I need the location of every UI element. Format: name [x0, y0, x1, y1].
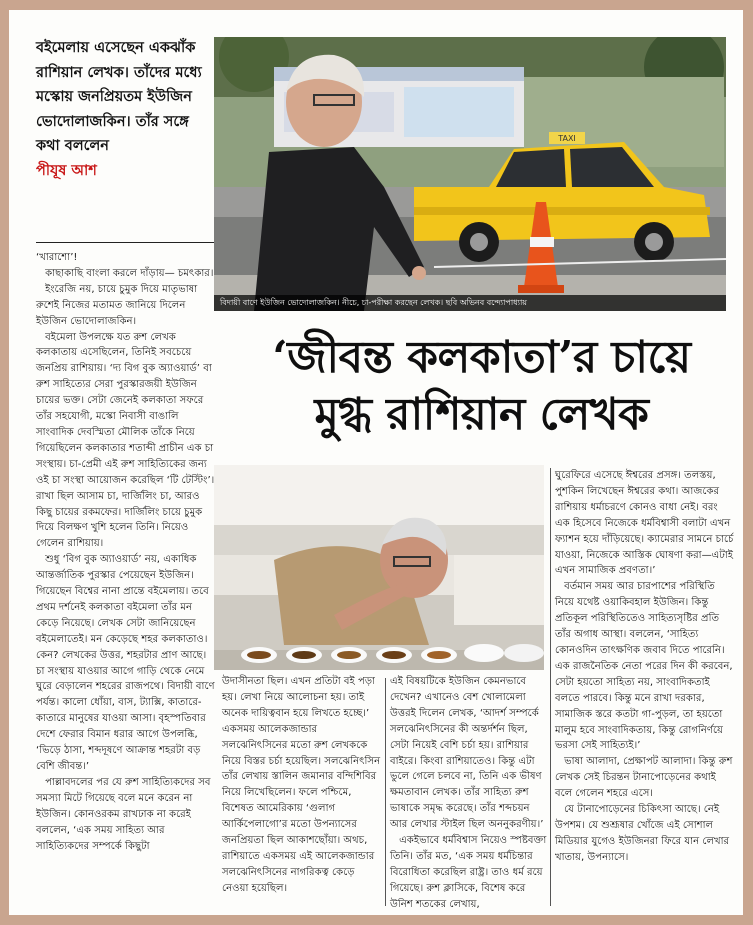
article-paragraph: ‘খারাশো’! — [36, 252, 78, 263]
article-column-mid-1 — [222, 674, 382, 897]
article-paragraph: যে টানাপোড়েনের চিকিৎসা আছে। নেই উপশম। যে শুশ্রূষার খোঁজে এই সোশাল মিডিয়ার যুগেও ইউজিনরা ফিরে যান লেখার খাতায়, উপন্যাসে। — [555, 804, 730, 863]
article-paragraph: এই বিষয়টিকে ইউজিন কেমনভাবে দেখেন? এখানেও বেশ খোলামেলা উত্তরই দিলেন লেখক, ‘আদর্শ সম্পর্কে সলঝেনিৎসিনের কী অন্তর্দর্শন ছিল, সেটা নিয়েই বেশি চর্চা হয়। রাশিয়ার বাইরে। কিংবা রাশিয়াতেও। কিন্তু এটা ভুলে গেলে চলবে না, তিনি এক ভীষণ ক্ষমতাবান লেখক। তাঁর সাহিত্য রুশ ভাষাকে সমৃদ্ধ করেছে। তাঁর শব্দচয়ন আর লেখার স্টাইল ছিল অননুকরণীয়।’ — [390, 676, 544, 831]
article-paragraph: বইমেলা উপলক্ষে যত রুশ লেখক কলকাতায় এসেছিলেন, তিনিই সবচেয়ে জনপ্রিয় রাশিয়ায়। ‘দ্য বিগ বুক অ্যাওয়ার্ড’ বা রুশ সাহিত্যের সেরা পুরস্কারজয়ী ইউজিন চায়ের ভক্ত। সেটা জেনেই কলকাতা সফরে তাঁর সহযোগী, মস্কো নিবাসী বাঙালি সাংবাদিক দেবস্মিতা মৌলিক তাঁকে নিয়ে গিয়েছিলেন কলকাতার শতাব্দী প্রাচীন এক চা সংস্থায়। চা-প্রেমী এই রুশ সাহিত্যিকের জন্য ওই চা সংস্থা আয়োজন করেছিল ‘টি টেস্টিং’। রাখা ছিল আসাম চা, দার্জিলিং চা, আরও কিছু চায়ের রকমফের। দার্জিলিং চায়ে চুমুক দিয়ে বিলক্ষণ খুশি হলেন তিনি। নিয়েও গেলেন রাশিয়ায়। — [36, 331, 215, 550]
tea-tasting-illustration — [214, 465, 544, 670]
article-column-mid-2 — [390, 674, 548, 913]
headline — [224, 330, 739, 444]
article-paragraph: ইংরেজি নয়, চায়ে চুমুক দিয়ে মাতৃভাষা রুশেই নিজের মতামত জানিয়ে দিলেন ইউজিন ভোদোলাজকিন। — [36, 283, 198, 327]
taxi-sign: TAXI — [558, 134, 576, 143]
article-paragraph: উদাসীনতা ছিল। এখন প্রতিটা বই পড়া হয়। লেখা নিয়ে আলোচনা হয়। তাই অনেক দায়িত্ববান হয়ে লিখতে হচ্ছে।’ একসময় আলেকজান্ডার সলঝেনিৎসিনের মতো রুশ লেখককে নিয়ে বিস্তর চর্চা হয়েছিল। সলঝেনিৎসিন তাঁর লেখায় স্তালিন জমানার বন্দিশিবির নিয়ে লিখেছিলেন। ফলে পশ্চিমে, বিশেষত আমেরিকায় ‘গুলাগ আর্কিপেলাগো’র মতো উপন্যাসের জনপ্রিয়তা ছিল আকাশছোঁয়া। অথচ, রাশিয়াতে একসময় এই আলেকজান্ডার সলঝেনিৎসিনের নাগরিকত্ব কেড়ে নেওয়া হয়েছিল। — [222, 676, 381, 894]
article-paragraph: ভাষা আলাদা, প্রেক্ষাপট আলাদা। কিন্তু রুশ লেখক সেই চিরন্তন টানাপোড়েনের কথাই বলে গেলেন শহরে এসে। — [555, 756, 733, 800]
article-paragraph: একইভাবে ধর্মবিশ্বাস নিয়েও স্পষ্টবক্তা তিনি। তাঁর মত, ‘এক সময় ধর্মচিন্তার বিরোধিতা করেছিল রাষ্ট্র। তাও ধর্ম রয়ে গিয়েছে। রুশ ক্লাসিকে, বিশেষ করে উনিশ শতকের লেখায়, — [390, 835, 547, 910]
newspaper-page — [9, 10, 743, 915]
tea-tasting-photo — [214, 465, 544, 670]
intro-divider — [36, 242, 214, 243]
column-divider — [550, 468, 551, 906]
article-paragraph: বর্তমান সময় আর চারপাশের পরিস্থিতি নিয়ে যথেষ্ট ওয়াকিবহাল ইউজিন। কিন্তু প্রতিকূল পরিস্থিতিতেও সাহিত্যসৃষ্টির প্রতি তাঁর অগাধ আস্থা। বললেন, ‘সাহিত্য কোনওদিন তাৎক্ষণিক জবাব দিতে পারেনি। এক রাজনৈতিক নেতা পরের দিন কী করবেন, সেটা হয়তো সাহিত্য নয়, সাংবাদিকতাই বলতে পারবে। কিন্তু মনে রাখা দরকার, সামাজিক স্তরে কতটা গা-পুড়ল, তা হয়তো মালুম হবে সাংবাদিকতায়, কিন্তু রোগনির্ণয়ে ভরসা সেই সাহিত্যই।’ — [555, 581, 733, 752]
article-column-right — [555, 468, 735, 866]
top-photo-caption: বিদায়ী বাণে ইউজিন ভোদোলাজকিন। নীচে, চা-পরীক্ষা করছেন লেখক। ছবি অভিনব বন্দ্যোপাধ্যায় — [214, 295, 726, 311]
intro-blurb — [36, 36, 214, 183]
byline-author: পীযূষ আশ — [36, 162, 97, 179]
article-paragraph: পাল্লাবদলের পর যে রুশ সাহিত্যিকদের সব সমস্যা মিটে গিয়েছে বলে মনে করেন না ইউজিন। কোনওরকম রাখঢাক না করেই বললেন, ‘এক সময় সাহিত্য আর সাহিত্যিকদের সম্পর্কে কিছুটা — [36, 776, 211, 852]
article-paragraph: শুধু ‘বিগ বুক অ্যাওয়ার্ড’ নয়, একাধিক আন্তর্জাতিক পুরস্কার পেয়েছেন ইউজিন। গিয়েছেন বিশ্বের নানা প্রান্তে বইমেলায়। তবে প্রথম দর্শনেই কলকাতা বইমেলা তাঁর মন কেড়ে নিয়েছে। লেখক সেটা জানিয়েছেন বইমেলাতেই। মন কেড়েছে শহর কলকাতাও। কেন? লেখকের উত্তর, শহরটার প্রাণ আছে। চা সংস্থায় যাওয়ার আগে গাড়ি থেকে নেমে ঘুরে বেড়ালেন শহরের রাজপথে। বিদায়ী বাণে পর্যন্ত। কালো ধোঁয়া, বাস, ট্যাক্সি, কাতারে-কাতারে মানুষের যাওয়া আসা। বৃহস্পতিবার দেশে ফেরার বিমান ধরার আগে উপলব্ধি, ‘ভিড়ে ঠাসা, শব্দদূষণে আক্রান্ত শহরটা বড় বেশি জীবন্ত।’ — [36, 554, 215, 772]
intro-text: বইমেলায় এসেছেন একঝাঁক রাশিয়ান লেখক। তাঁদের মধ্যে মস্কোয় জনপ্রিয়তম ইউজিন ভোদোলাজকিন। তাঁর সঙ্গে কথা বললেন — [36, 40, 202, 154]
top-photo — [214, 37, 726, 311]
article-paragraph: ঘুরেফিরে এসেছে ঈশ্বরের প্রসঙ্গ। তলস্তয়, পুশকিন লিখেছেন ঈশ্বরের কথা। আজকের রাশিয়ায় ধর্মাচরণে কোনও বাধা নেই। বরং এক হিসেবে নিজেকে ধর্মবিশ্বাসী বলাটা এখন ফ্যাশন হয়ে দাঁড়িয়েছে। ক্যামেরার সামনে চার্চে যাওয়া, নিজেকে আস্তিক ঘোষণা করা—এটাই এখন সামাজিক প্রবণতা।’ — [555, 470, 734, 577]
street-scene-illustration — [214, 37, 726, 311]
headline-line-1: ‘জীবন্ত কলকাতা’র চায়ে — [272, 332, 691, 383]
article-paragraph: কাছাকাছি বাংলা করলে দাঁড়ায়— চমৎকার। — [45, 267, 214, 279]
headline-line-2: মুগ্ধ রাশিয়ান লেখক — [314, 389, 649, 440]
article-column-left — [36, 250, 216, 854]
column-divider — [385, 678, 386, 906]
